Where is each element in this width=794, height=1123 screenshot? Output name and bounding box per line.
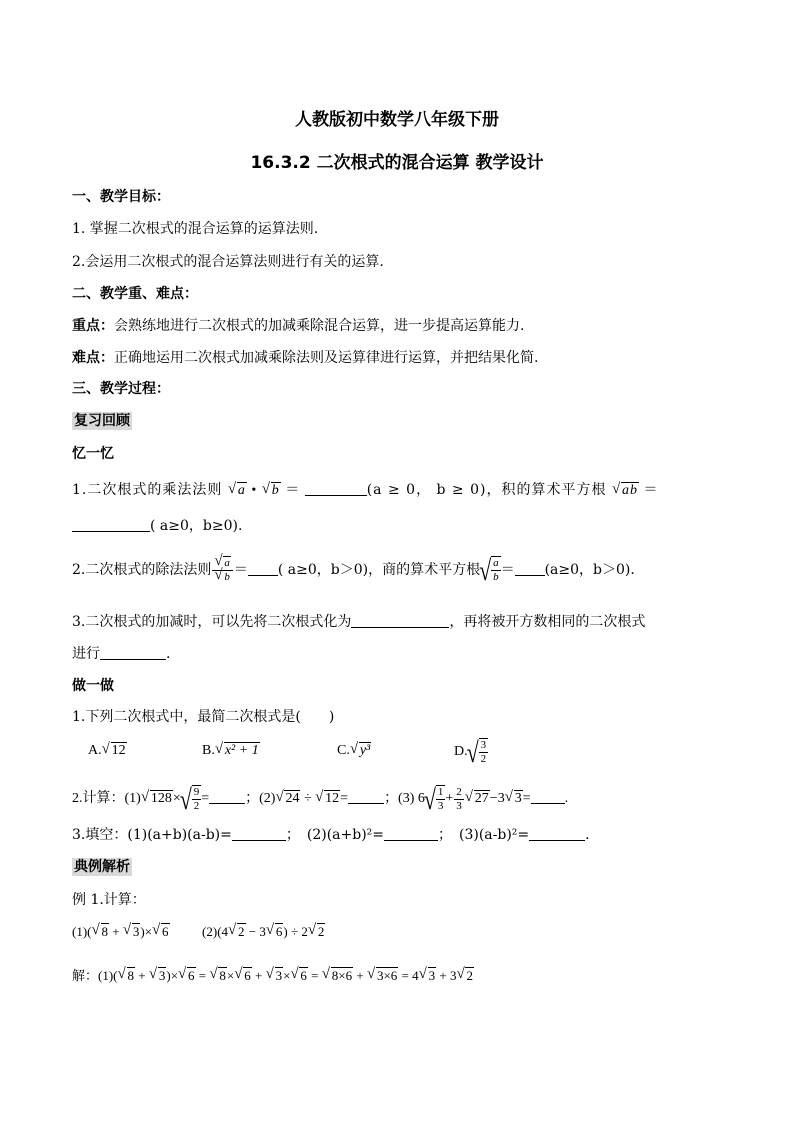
option-c[interactable]: C.√ y³ xyxy=(337,743,371,759)
q1-text: 1.二次根式的乘法法则 xyxy=(72,482,223,498)
exercise-2-label: 2.计算： xyxy=(72,791,125,807)
recall-question-1-cont xyxy=(72,515,242,535)
do-heading: 做一做 xyxy=(72,678,114,694)
example-tag-label: 典例解析 xyxy=(74,859,130,875)
recall-question-2: 2.二次根式的除法法则 √ a √ b ＝ ( a≥0，b＞0)，商的算术平方根 √ $\frac{a}{b}$ ＝ (a≥0，b＞0). xyxy=(72,556,635,584)
example-tag xyxy=(72,856,132,876)
q2-fraction: √ a √ b xyxy=(212,557,233,584)
recall-question-1 xyxy=(72,479,658,499)
q3-text-c: 进行 xyxy=(72,646,100,662)
exercise-1: 1.下列二次根式中，最简二次根式是( ) xyxy=(72,709,335,725)
exercise-2: 2.计算：(1)√ 128× √ $\frac{9}{2}$ = ；(2)√ 24 ÷ √ 12= ；(3) 6 √ $\frac{1}{3}$ + $\frac{2}{3}$ √ 27−3√ 3= . xyxy=(72,785,568,813)
review-tag-label: 复习回顾 xyxy=(74,413,130,429)
ex1-part-2-label: (2) xyxy=(202,924,218,939)
recall-question-3 xyxy=(72,611,645,631)
q1-tail: ( a≥0，b≥0). xyxy=(150,518,243,534)
q3-text-b: ，再将被开方数相同的二次根式 xyxy=(449,614,646,630)
goal-item-1: 1. 掌握二次根式的混合运算的运算法则. xyxy=(72,221,319,237)
ex3-blank-1[interactable] xyxy=(232,826,286,841)
exercise-3: 3.填空：(1)(a+b)(a-b)= ； (2)(a+b)²= ； (3)(a-b)²= . xyxy=(72,827,590,843)
q1-formula-2: √ ab ＝ xyxy=(612,483,659,498)
recall-question-3-cont: 进行 . xyxy=(72,646,171,662)
q1-blank-2[interactable] xyxy=(72,517,150,532)
difficulty-label: 难点： xyxy=(72,350,114,366)
option-d-label: D. xyxy=(454,744,468,760)
example-1-problems: (1)(√ 8 + √ 3)×√ 6 (2)(4√ 2 − 3√ 6) ÷ 2√ 2 xyxy=(72,924,325,940)
q3-blank-1[interactable] xyxy=(351,613,449,628)
option-d[interactable]: D. √ $\frac{3}{2}$ xyxy=(454,738,488,766)
option-b-label: B. xyxy=(202,743,215,758)
q2-condition: ( a≥0，b＞0)，商的算术平方根 xyxy=(277,562,481,578)
option-b[interactable]: B.√ x² + 1 xyxy=(202,743,260,759)
option-a[interactable]: A.√ 12 xyxy=(88,743,127,759)
example-1-heading: 例 1.计算： xyxy=(72,892,146,908)
difficulty-point xyxy=(72,347,538,367)
key-point xyxy=(72,315,524,335)
key-point-text: 会熟练地进行二次根式的加减乘除混合运算，进一步提高运算能力. xyxy=(114,318,525,334)
lesson-title: 16.3.2 二次根式的混合运算 教学设计 xyxy=(250,153,544,173)
ex3-text-2: ； (2)(a+b)²= xyxy=(285,827,384,843)
q1-condition: (a ≥ 0， b ≥ 0)，积的算术平方根 xyxy=(366,482,607,498)
section-heading-goals: 一、教学目标： xyxy=(72,189,170,205)
solution-label: 解：(1) xyxy=(72,968,114,983)
difficulty-text: 正确地运用二次根式加减乘除法则及运算律进行运算，并把结果化简. xyxy=(114,350,539,366)
goal-item-2: 2.会运用二次根式的混合运算法则进行有关的运算. xyxy=(72,254,384,270)
ex3-text-3: ； (3)(a-b)²= xyxy=(438,827,530,843)
q1-blank-1[interactable] xyxy=(305,481,367,496)
example-1-solution: 解：(1)(√ 8 + √ 3)×√ 6 = √ 8×√ 6 + √ 3×√ 6 = √ 8×6 + √ 3×6 = 4√ 3 + 3√ 2 xyxy=(72,965,474,984)
ex3-text-1: 3.填空：(1)(a+b)(a-b)= xyxy=(72,827,232,843)
q2-blank-1[interactable] xyxy=(248,561,278,576)
ex2-blank-2[interactable] xyxy=(348,789,384,804)
key-point-label: 重点： xyxy=(72,318,114,334)
q2-blank-2[interactable] xyxy=(515,561,545,576)
option-c-label: C. xyxy=(337,743,350,758)
recall-heading: 忆一忆 xyxy=(72,446,114,462)
ex2-blank-1[interactable] xyxy=(209,789,245,804)
option-a-label: A. xyxy=(88,743,102,758)
q2-sqrt-fraction: √ $\frac{a}{b}$ xyxy=(480,556,501,584)
q3-text-a: 3.二次根式的加减时，可以先将二次根式化为 xyxy=(72,614,352,630)
q1-formula: √ a • √ b ＝ xyxy=(228,483,305,498)
document-title: 人教版初中数学八年级下册 xyxy=(295,110,499,130)
q2-tail: (a≥0，b＞0). xyxy=(544,562,635,578)
section-heading-keypoints: 二、教学重、难点： xyxy=(72,286,198,302)
q3-blank-2[interactable] xyxy=(100,645,166,660)
q2-text: 2.二次根式的除法法则 xyxy=(72,562,212,578)
ex3-blank-2[interactable] xyxy=(384,826,438,841)
section-heading-process: 三、教学过程： xyxy=(72,381,170,397)
ex1-part-1-label: (1) xyxy=(72,924,88,939)
ex3-blank-3[interactable] xyxy=(529,826,585,841)
review-tag xyxy=(72,410,132,430)
ex2-blank-3[interactable] xyxy=(531,789,565,804)
